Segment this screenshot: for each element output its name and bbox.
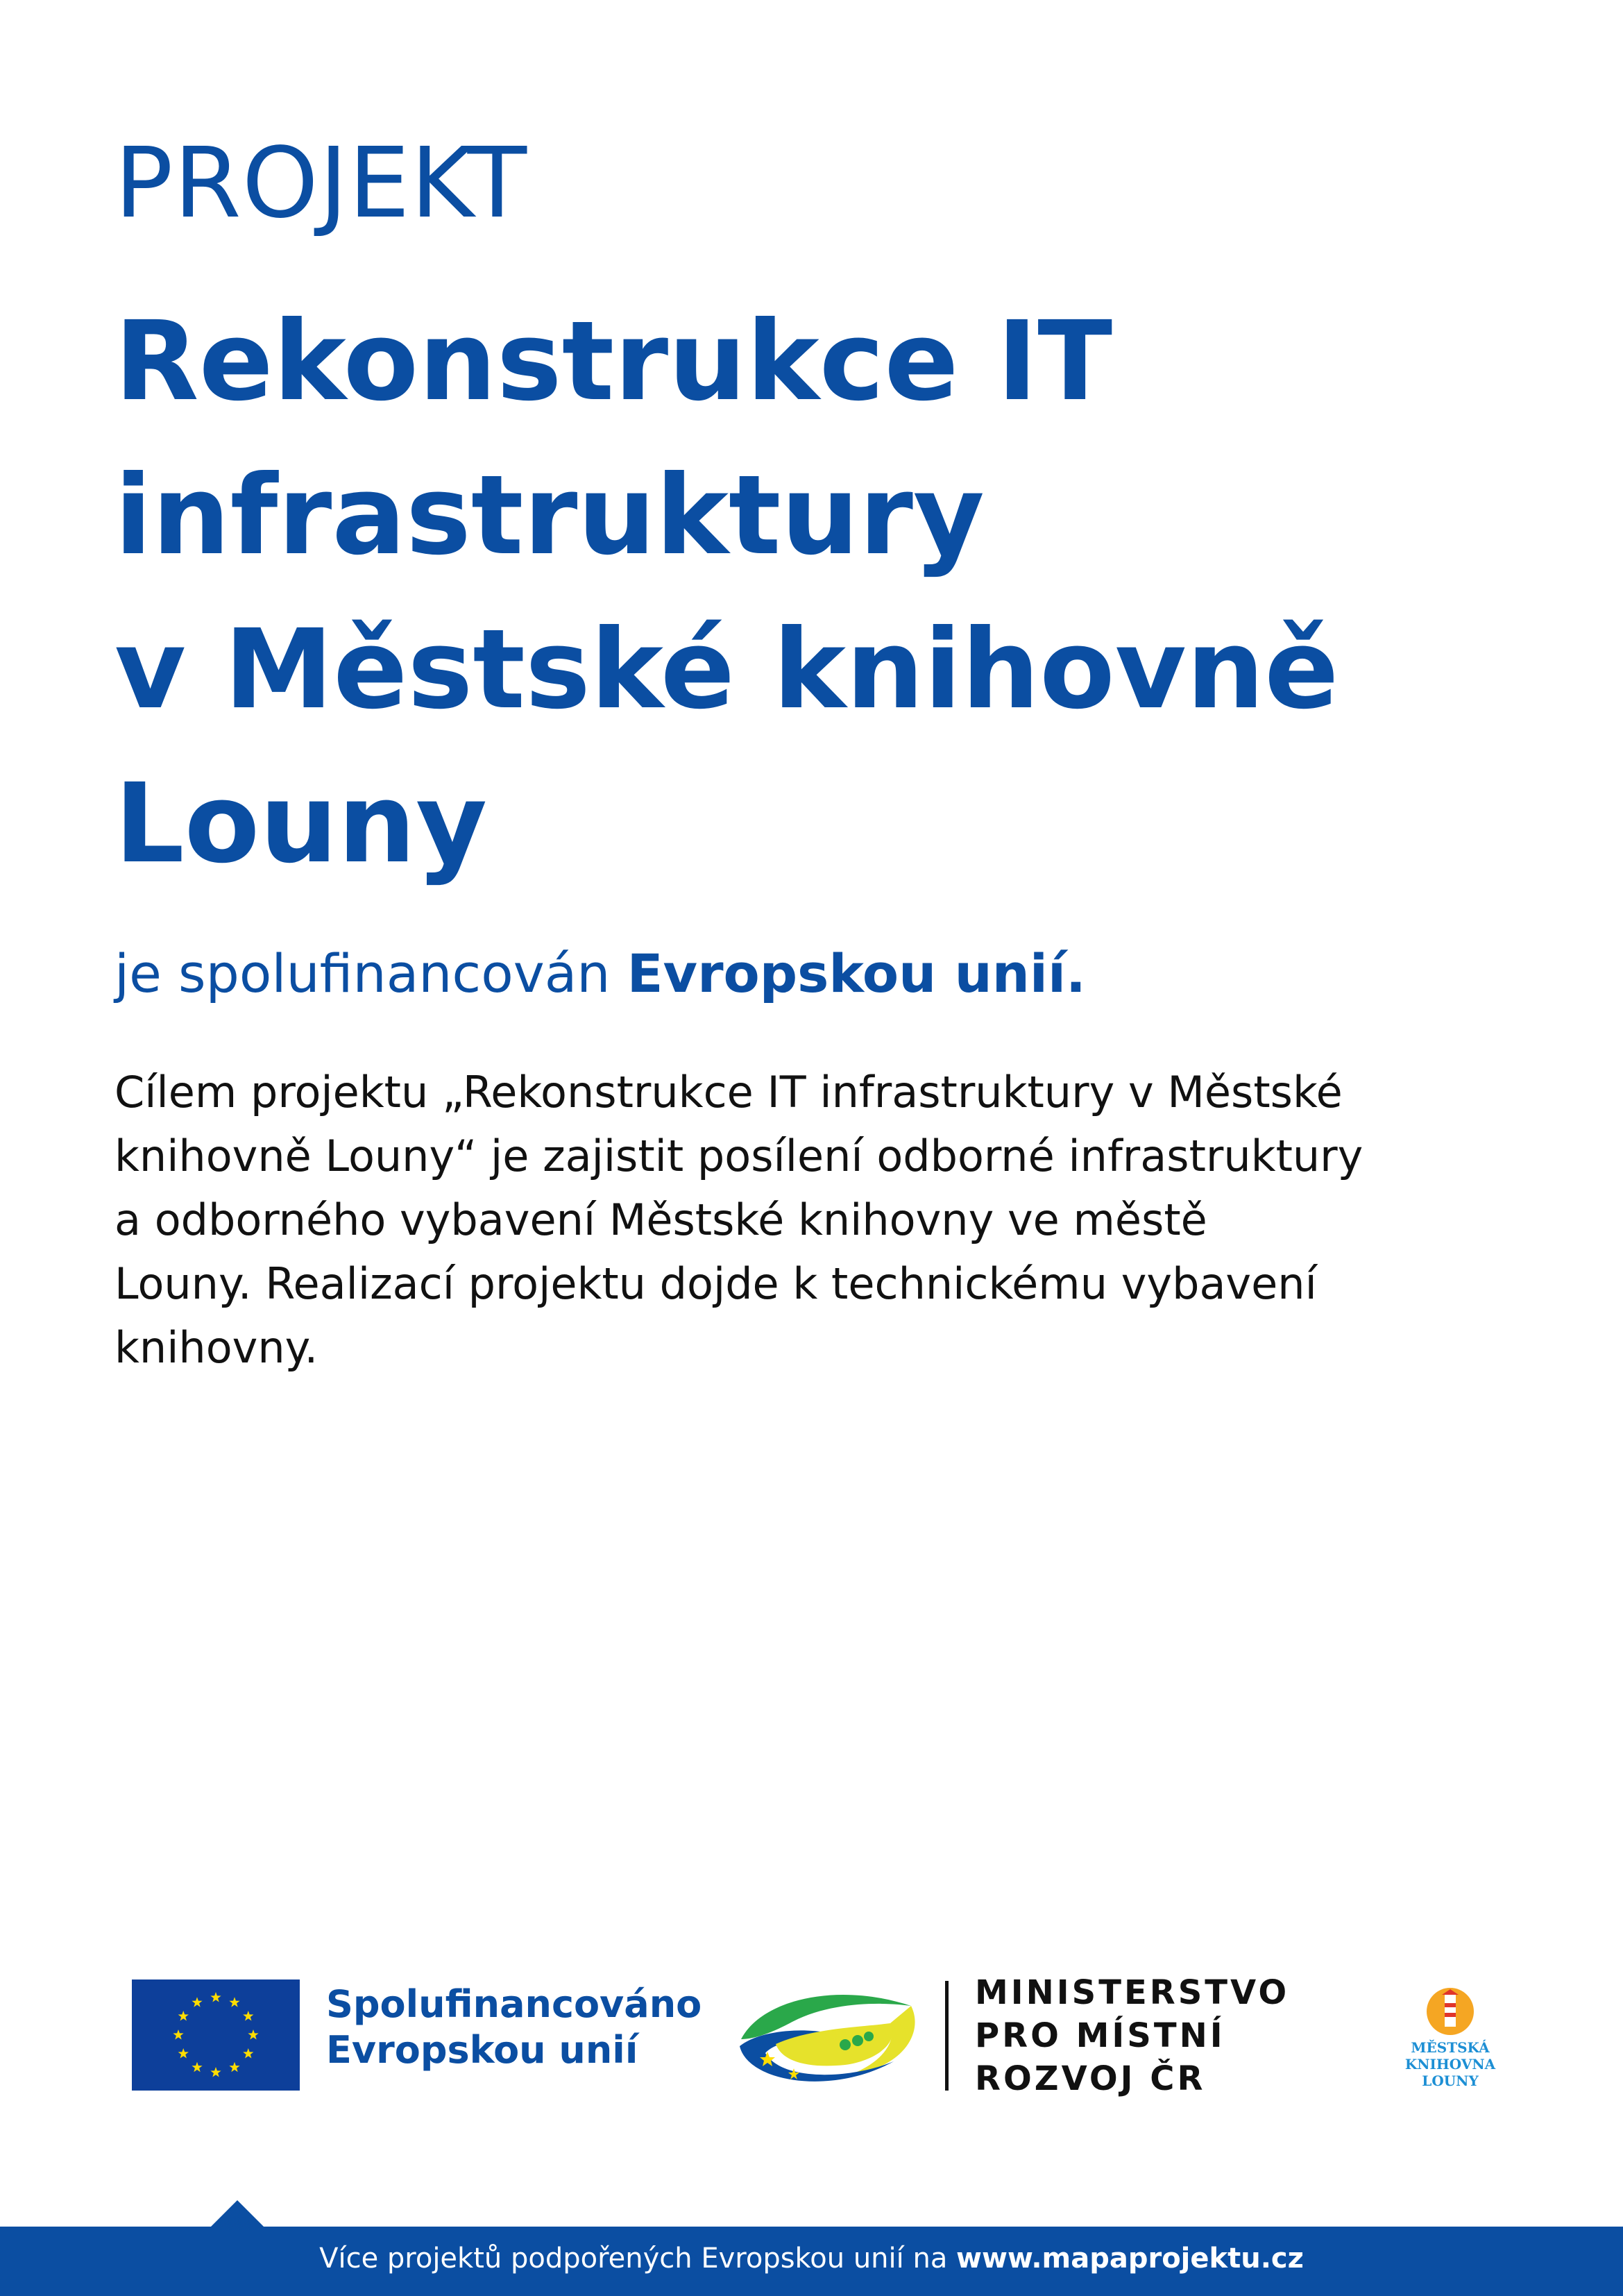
eu-star xyxy=(210,2067,221,2077)
project-title-line: infrastruktury xyxy=(114,452,985,580)
cofinance-statement xyxy=(114,940,1086,1007)
eu-star xyxy=(192,2062,202,2072)
eu-star xyxy=(243,2048,253,2058)
project-title xyxy=(114,285,1537,901)
eu-star xyxy=(229,2062,239,2072)
eu-logo-label xyxy=(326,1982,702,2073)
eu-star xyxy=(192,1997,202,2007)
description-line: knihovny. xyxy=(114,1322,318,1373)
eu-stars-icon xyxy=(132,1980,300,2091)
library-logo-line: LOUNY xyxy=(1422,2073,1479,2089)
eu-logo-line: Spolufinancováno xyxy=(326,1982,702,2026)
description-line: Louny. Realizací projektu dojde k technickému vybavení xyxy=(114,1258,1317,1309)
mmr-emblem-icon xyxy=(734,1985,921,2089)
library-logo-line: KNIHOVNA xyxy=(1404,2056,1496,2073)
project-title-line: Louny xyxy=(114,760,488,888)
description-line: knihovně Louny“ je zajistit posílení odborné infrastruktury xyxy=(114,1131,1363,1181)
eu-star xyxy=(243,2011,253,2020)
cofinance-bold: Evropskou unií. xyxy=(627,943,1086,1004)
ministry-logo-line: PRO MÍSTNÍ xyxy=(975,2016,1225,2055)
cofinance-prefix: je spolufinancován xyxy=(114,943,611,1004)
project-description xyxy=(114,1061,1433,1380)
footer-message: Více projektů podpořených Evropskou unií na xyxy=(319,2243,948,2274)
eu-star xyxy=(178,2011,189,2020)
project-kicker: PROJEKT xyxy=(114,127,528,240)
eu-star xyxy=(248,2029,258,2039)
library-logo-label xyxy=(1381,2039,1520,2089)
project-title-line: v Městské knihovně xyxy=(114,606,1339,734)
library-logo-line: MĚSTSKÁ xyxy=(1411,2039,1490,2056)
eu-star xyxy=(173,2029,183,2039)
footer-url-link[interactable]: www.mapaprojektu.cz xyxy=(956,2243,1304,2274)
description-line: a odborného vybavení Městské knihovny ve městě xyxy=(114,1195,1207,1245)
eu-star xyxy=(178,2048,189,2058)
eu-flag-icon xyxy=(132,1980,300,2091)
ministry-logo-line: ROZVOJ ČR xyxy=(975,2059,1206,2098)
ministry-logo-label xyxy=(975,1971,1289,2100)
eu-logo-line: Evropskou unií xyxy=(326,2028,638,2072)
project-title-line: Rekonstrukce IT xyxy=(114,298,1113,425)
description-line: Cílem projektu „Rekonstrukce IT infrastruktury v Městské xyxy=(114,1067,1343,1117)
eu-star xyxy=(210,1992,221,2002)
footer-notch xyxy=(210,2200,265,2228)
logo-divider xyxy=(945,1981,949,2091)
eu-star xyxy=(229,1997,239,2007)
ministry-logo-line: MINISTERSTVO xyxy=(975,1973,1290,2012)
footer-text xyxy=(0,2242,1623,2275)
